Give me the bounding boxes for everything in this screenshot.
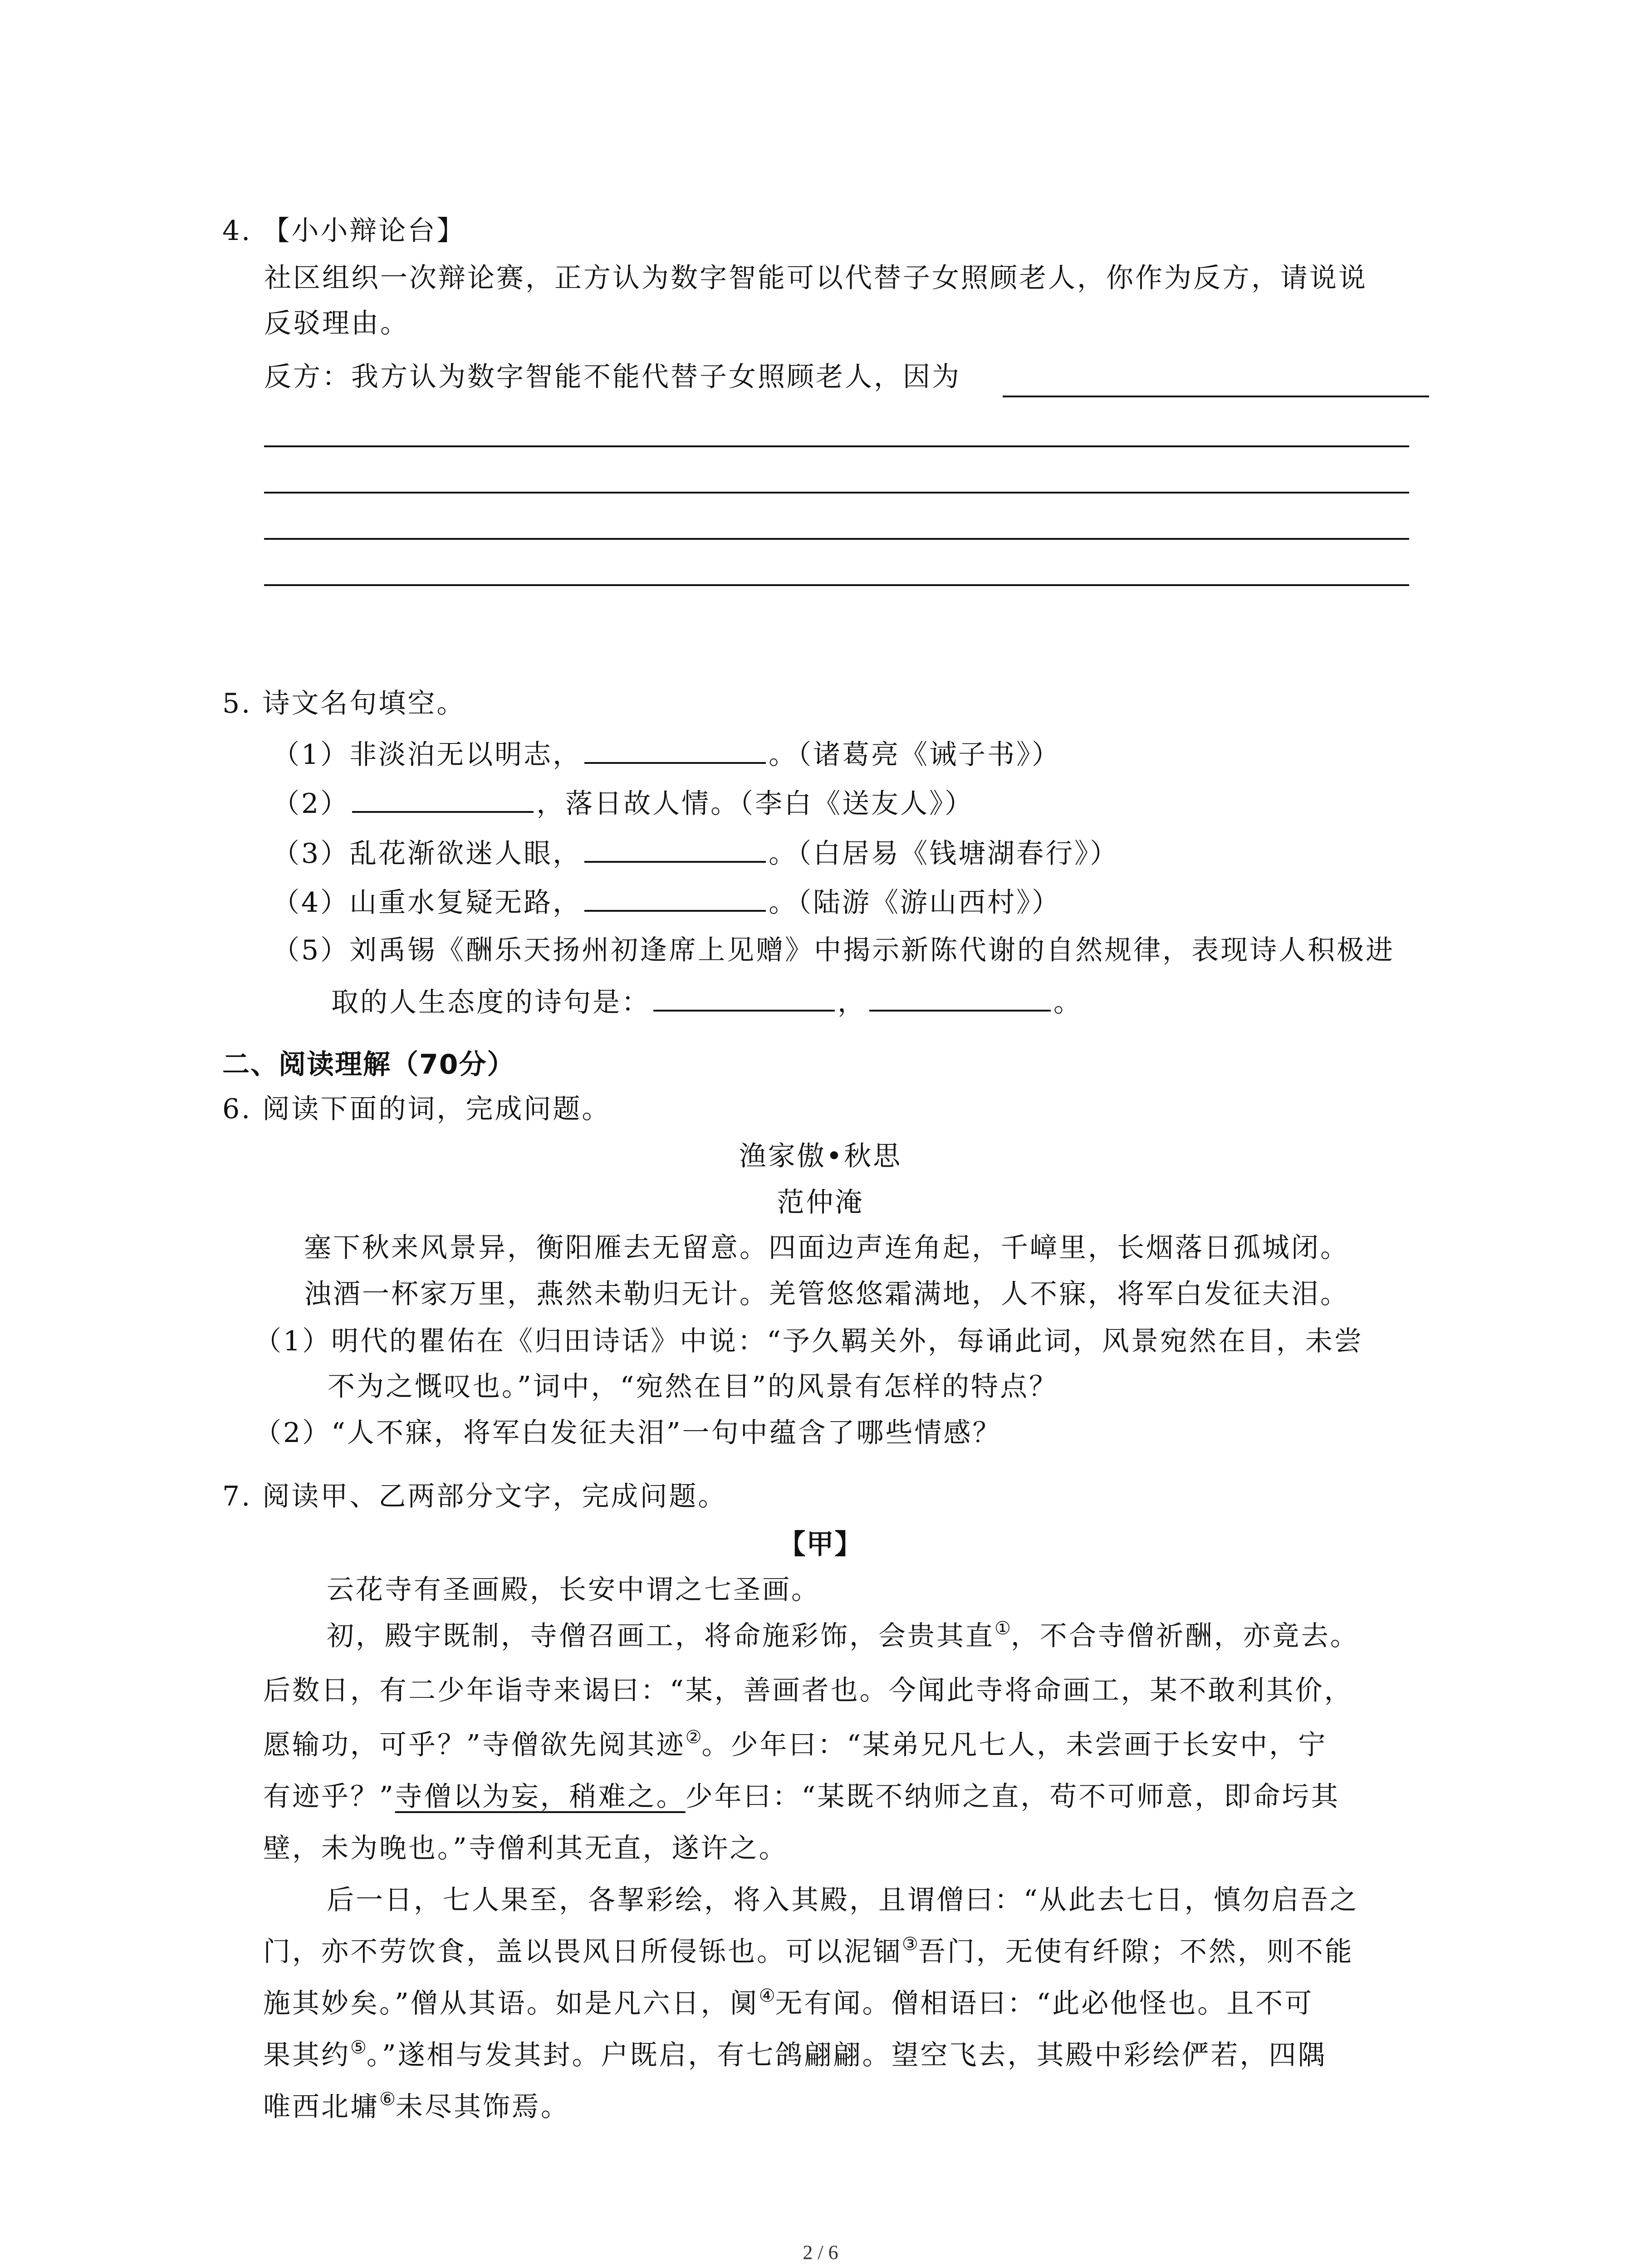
text-span: 吾门，无使有纤隙；不然，则不能 — [918, 1936, 1354, 1968]
footnote-ref-6[interactable]: ⑥ — [379, 2089, 396, 2110]
q5-item-2-num: （2） — [272, 788, 350, 820]
q5-item-4 — [272, 883, 1061, 921]
q4-answer-line-2[interactable] — [264, 492, 1409, 494]
q6-poem-title: 渔家傲•秋思 — [739, 1140, 902, 1172]
footnote-ref-2[interactable]: ② — [685, 1727, 702, 1748]
text-span: 。少年曰：“某弟兄凡七人，未尝画于长安中，宁 — [701, 1729, 1327, 1761]
q6-subquestion-2: （2）“人不寐，将军白发征夫泪”一句中蕴含了哪些情感？ — [254, 1417, 1002, 1449]
q7-para3-line4 — [263, 2037, 1327, 2074]
q5-item-2-text: ，落日故人情。（李白《送友人》） — [536, 788, 974, 820]
footnote-ref-4[interactable]: ④ — [759, 1985, 775, 2006]
q5-item-5-line2 — [331, 982, 1083, 1021]
q4-prompt-line1: 社区组织一次辩论赛，正方认为数字智能可以代替子女照顾老人，你作为反方，请说说 — [264, 262, 1367, 294]
footnote-ref-5[interactable]: ⑤ — [350, 2037, 367, 2058]
underlined-sentence: 寺僧以为妄，稍难之。 — [395, 1781, 686, 1813]
text-span: 果其约 — [263, 2039, 350, 2071]
text-span: 未尽其饰焉。 — [395, 2091, 570, 2123]
q5-item-3-source: 。（白居易《钱塘湖春行》） — [769, 838, 1119, 870]
q7-para1: 云花寺有圣画殿，长安中谓之七圣画。 — [327, 1574, 820, 1606]
text-span: 有迹乎？” — [263, 1781, 395, 1813]
q6-subquestion-1-line1: （1）明代的瞿佑在《归田诗话》中说：“予久羁关外，每诵此词，风景宛然在目，未尝 — [254, 1325, 1363, 1357]
q5-item-5-period: 。 — [1053, 987, 1083, 1018]
q7-para2-line3 — [263, 1726, 1327, 1764]
q5-item-2-blank[interactable] — [352, 784, 534, 813]
q5-item-3-blank[interactable] — [584, 834, 766, 863]
q5-item-1-blank[interactable] — [584, 735, 766, 764]
page-number: 2 / 6 — [803, 2241, 838, 2263]
q7-para3-line5 — [263, 2088, 570, 2126]
q6-poem-line1: 塞下秋来风景异，衡阳雁去无留意。四面边声连角起，千嶂里，长烟落日孤城闭。 — [304, 1232, 1349, 1264]
q7-para2-line2: 后数日，有二少年诣寺来谒曰：“某，善画者也。今闻此寺将命画工，某不敢利其价， — [263, 1675, 1353, 1706]
q5-item-5-blank-2[interactable] — [869, 982, 1051, 1012]
q5-item-4-source: 。（陆游《游山西村》） — [769, 887, 1061, 919]
q4-prompt-line2: 反驳理由。 — [264, 308, 409, 339]
q5-item-1-source: 。（诸葛亮《诫子书》） — [769, 739, 1061, 771]
q7-para2-line5: 壁，未为晚也。”寺僧利其无直，遂许之。 — [263, 1833, 788, 1864]
q4-title: 4. 【小小辩论台】 — [222, 215, 466, 247]
text-span: ，不合寺僧祈酬，亦竟去。 — [1010, 1620, 1359, 1652]
q7-para3-line2 — [263, 1933, 1354, 1970]
q5-item-4-blank[interactable] — [584, 883, 766, 912]
q7-part-jia-label: 【甲】 — [778, 1529, 863, 1560]
text-span: 唯西北墉 — [263, 2091, 379, 2123]
q7-title: 7. 阅读甲、乙两部分文字，完成问题。 — [222, 1481, 727, 1512]
section-2-heading: 二、阅读理解（70分） — [222, 1049, 515, 1080]
q6-title: 6. 阅读下面的词，完成问题。 — [222, 1093, 611, 1125]
q6-poem-author: 范仲淹 — [777, 1187, 864, 1218]
text-span: 初，殿宇既制，寺僧召画工，将命施彩饰，会贵其直 — [327, 1620, 994, 1652]
text-span: 施其妙矣。”僧从其语。如是凡六日，阒 — [263, 1988, 759, 2019]
q5-item-3-text: （3）乱花渐欲迷人眼， — [272, 838, 582, 870]
text-span: 少年曰：“某既不纳师之直，苟不可师意，即命圬其 — [685, 1781, 1340, 1813]
q6-subquestion-1-line2: 不为之慨叹也。”词中，“宛然在目”的风景有怎样的特点？ — [328, 1371, 1058, 1403]
q7-para2-line1 — [327, 1618, 1359, 1655]
q5-item-4-text: （4）山重水复疑无路， — [272, 887, 582, 919]
footnote-ref-3[interactable]: ③ — [902, 1934, 918, 1955]
text-span: 愿输功，可乎？”寺僧欲先阅其迹 — [263, 1729, 686, 1761]
q4-answer-line-4[interactable] — [264, 584, 1409, 586]
q4-answer-line-1[interactable] — [264, 445, 1409, 447]
q5-item-1-text: （1）非淡泊无以明志， — [272, 739, 582, 771]
q5-item-3 — [272, 834, 1119, 872]
q4-answer-line-0[interactable] — [1003, 396, 1429, 397]
q7-para2-line4 — [263, 1778, 1340, 1815]
q4-answer-line-3[interactable] — [264, 538, 1409, 540]
q7-para3-line1: 后一日，七人果至，各挈彩绘，将入其殿，且谓僧曰：“从此去七日，慎勿启吾之 — [327, 1884, 1359, 1916]
text-span: 无有闻。僧相语曰：“此必他怪也。且不可 — [775, 1988, 1314, 2019]
text-span: 门，亦不劳饮食，盖以畏风日所侵铄也。可以泥锢 — [263, 1936, 902, 1968]
q5-item-2 — [272, 784, 974, 822]
q7-para3-line3 — [263, 1985, 1313, 2022]
q5-item-5-text: 取的人生态度的诗句是： — [331, 987, 651, 1018]
q5-item-5-blank-1[interactable] — [653, 982, 835, 1012]
q4-answer-prompt: 反方：我方认为数字智能不能代替子女照顾老人，因为 — [264, 361, 961, 393]
footnote-ref-1[interactable]: ① — [994, 1618, 1011, 1639]
q5-item-5-line1: （5）刘禹锡《酬乐天扬州初逢席上见赠》中揭示新陈代谢的自然规律，表现诗人积极进 — [272, 934, 1395, 966]
q5-item-5-comma: ， — [838, 987, 867, 1018]
text-span: 。”遂相与发其封。户既启，有七鸽翩翩。望空飞去，其殿中彩绘俨若，四隅 — [366, 2039, 1327, 2071]
q6-poem-line2: 浊酒一杯家万里，燕然未勒归无计。羌管悠悠霜满地，人不寐，将军白发征夫泪。 — [304, 1278, 1349, 1310]
q5-title: 5. 诗文名句填空。 — [222, 688, 466, 719]
q5-item-1 — [272, 735, 1061, 773]
